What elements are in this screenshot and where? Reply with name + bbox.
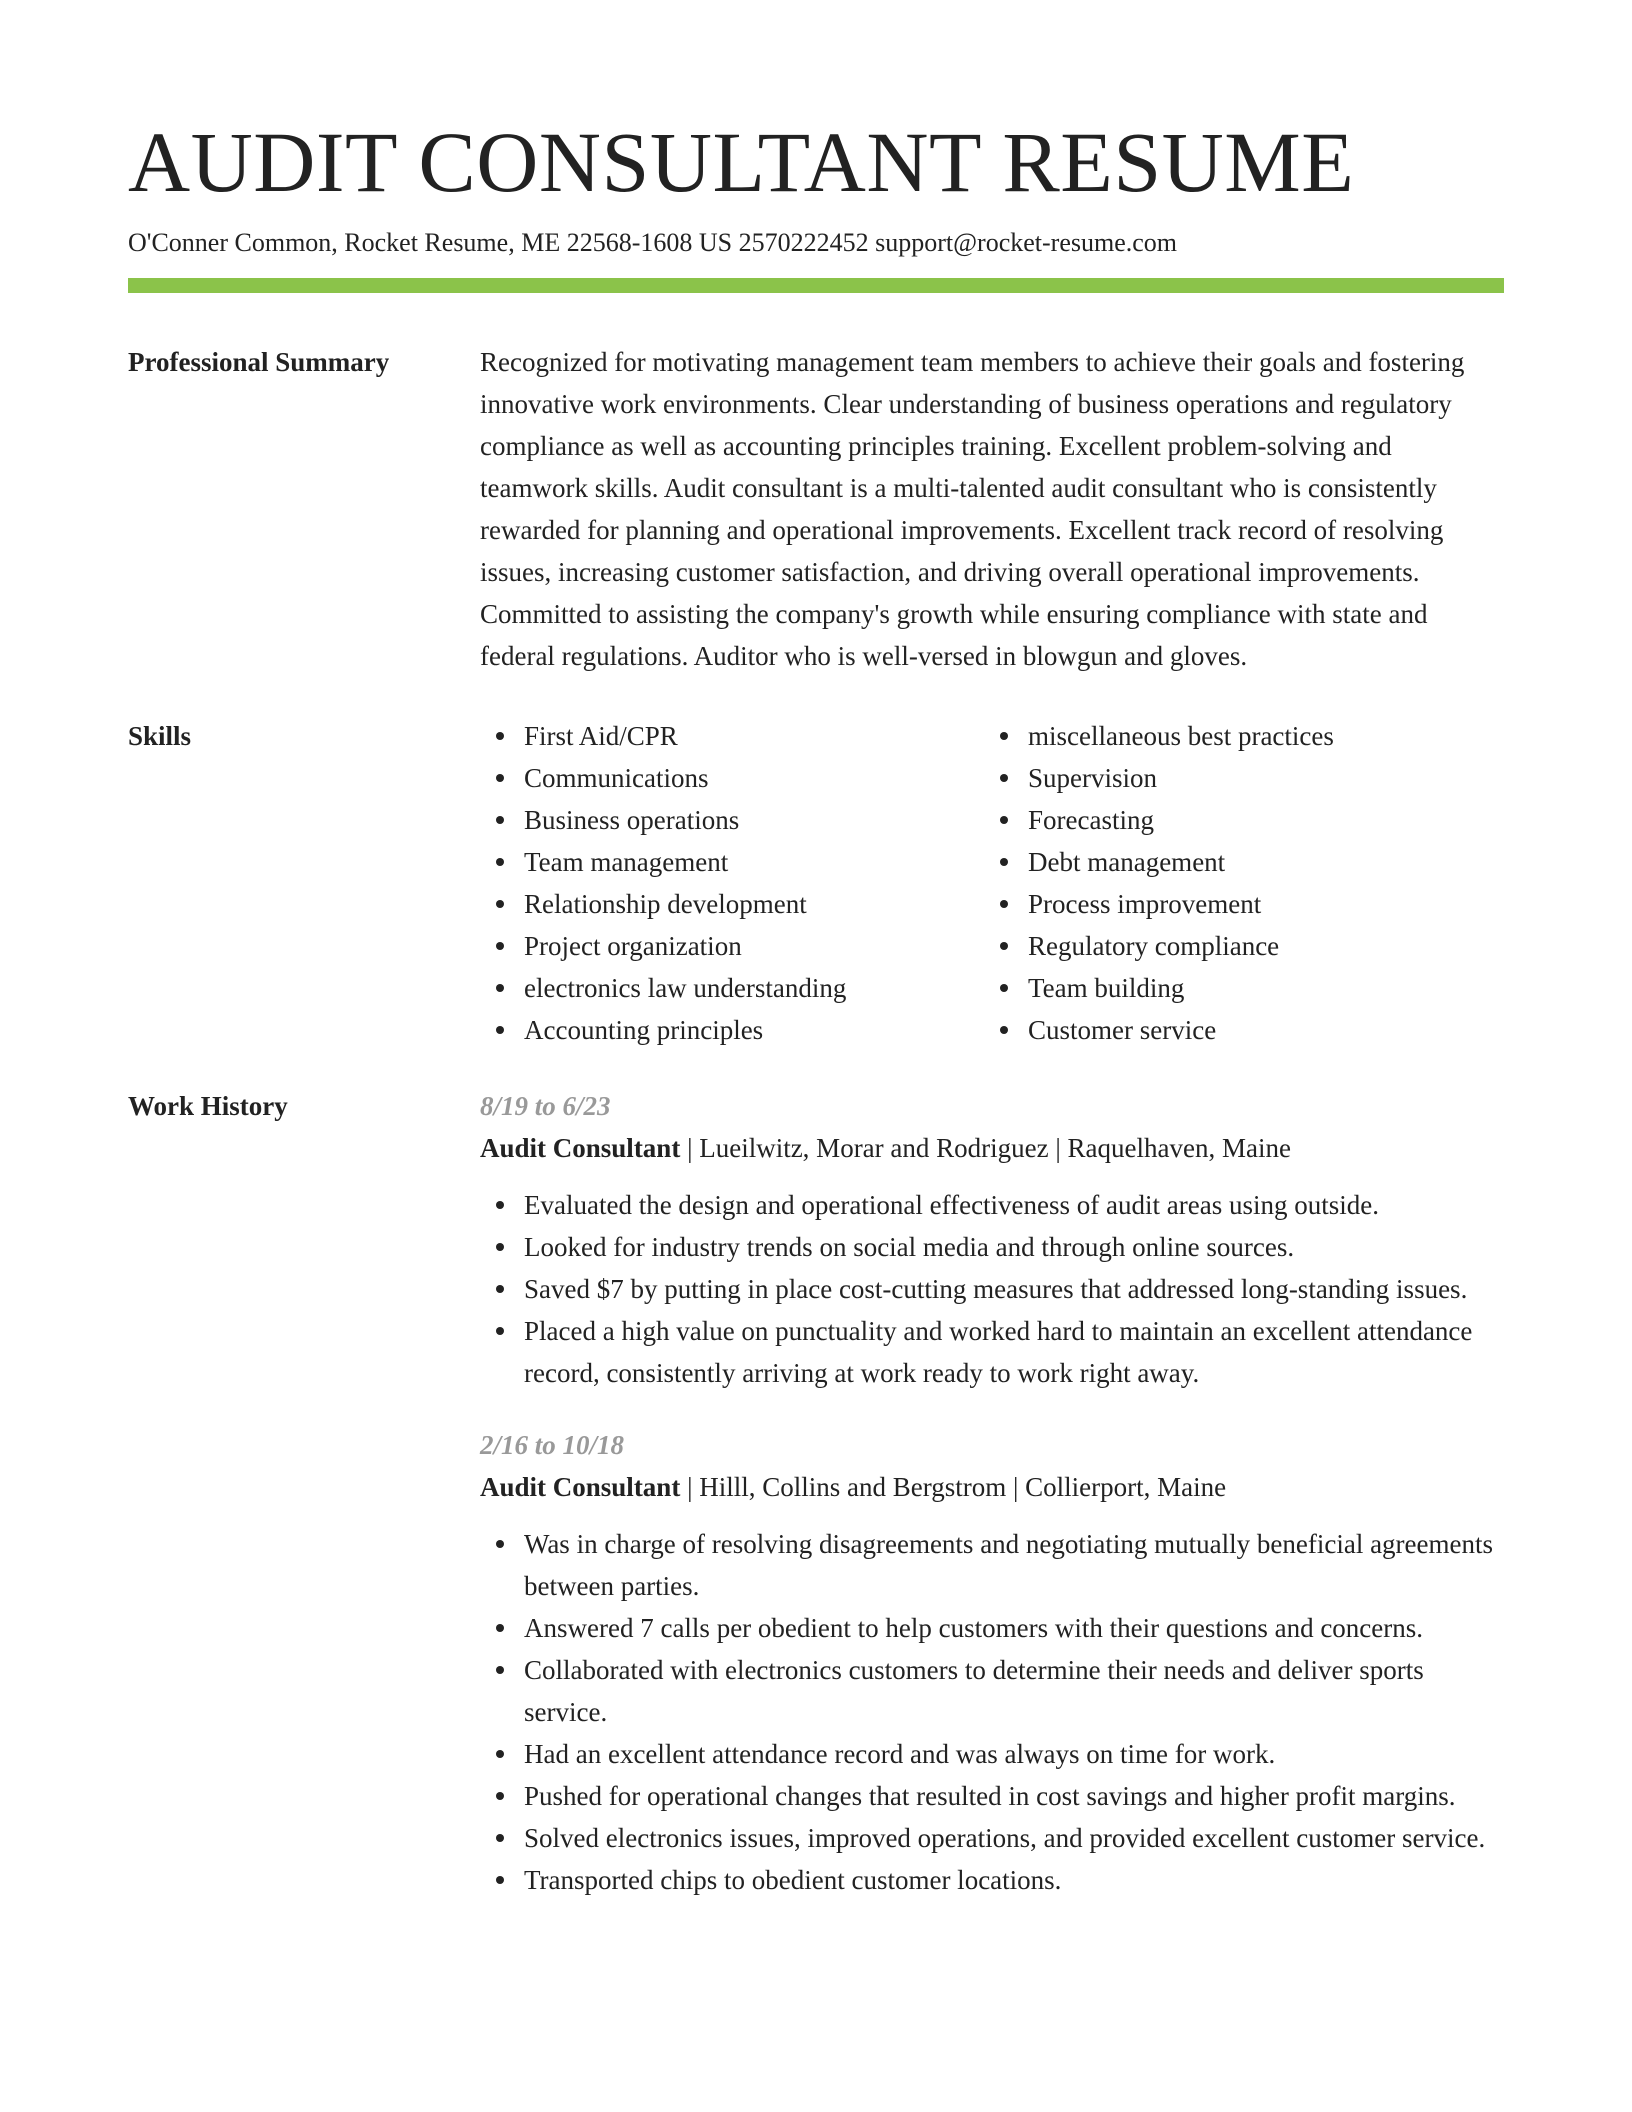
job-duty: Solved electronics issues, improved operations, and provided excellent customer service.: [480, 1817, 1504, 1859]
skill-item: Process improvement: [984, 883, 1488, 925]
job-dates: 8/19 to 6/23: [480, 1091, 611, 1122]
job-duty: Had an excellent attendance record and was always on time for work.: [480, 1733, 1504, 1775]
skill-item: Debt management: [984, 841, 1488, 883]
skill-item: electronics law understanding: [480, 967, 984, 1009]
job-duty: Collaborated with electronics customers to determine their needs and deliver sports service.: [480, 1649, 1504, 1733]
skill-item: Regulatory compliance: [984, 925, 1488, 967]
job-duty: Placed a high value on punctuality and worked hard to maintain an excellent attendance record, consistently arriving at work ready to work right away.: [480, 1310, 1504, 1394]
job-title: Audit Consultant: [480, 1133, 681, 1164]
skill-item: Forecasting: [984, 799, 1488, 841]
job-title: Audit Consultant: [480, 1472, 681, 1503]
job-duty: Transported chips to obedient customer locations.: [480, 1859, 1504, 1901]
job-duty: Answered 7 calls per obedient to help customers with their questions and concerns.: [480, 1607, 1504, 1649]
accent-divider: [128, 278, 1504, 293]
skills-list-left: [480, 715, 984, 1051]
skill-item: Team management: [480, 841, 984, 883]
job-duties-list: [480, 1184, 1504, 1394]
contact-line: O'Conner Common, Rocket Resume, ME 22568-1608 US 2570222452 support@rocket-resume.com: [128, 227, 1178, 257]
job-duty: Looked for industry trends on social media and through online sources.: [480, 1226, 1504, 1268]
skill-item: Relationship development: [480, 883, 984, 925]
skill-item: miscellaneous best practices: [984, 715, 1488, 757]
skill-item: Accounting principles: [480, 1009, 984, 1051]
skill-item: Supervision: [984, 757, 1488, 799]
skill-item: Customer service: [984, 1009, 1488, 1051]
skill-item: First Aid/CPR: [480, 715, 984, 757]
job-entry: [480, 1424, 1504, 1901]
work-history-section: [128, 1085, 1504, 1901]
skill-item: Team building: [984, 967, 1488, 1009]
skill-item: Communications: [480, 757, 984, 799]
job-duty: Was in charge of resolving disagreements and negotiating mutually beneficial agreements between parties.: [480, 1523, 1504, 1607]
skills-section: [128, 715, 1504, 1051]
job-dates: 2/16 to 10/18: [480, 1430, 625, 1461]
section-label-work: Work History: [128, 1091, 288, 1122]
section-label-summary: Professional Summary: [128, 347, 390, 378]
summary-text: Recognized for motivating management team members to achieve their goals and fostering innovative work environments. Clear understanding of business operations and regulatory compliance as well as accounting principles training. Excellent problem-solving and teamwork skills. Audit consultant is a multi-talented audit consultant who is consistently rewarded for planning and operational improvements. Excellent track record of resolving issues, increasing customer satisfaction, and driving overall operational improvements. Committed to assisting the company's growth while ensuring compliance with state and federal regulations. Auditor who is well-versed in blowgun and gloves.: [480, 347, 1465, 672]
job-heading: [480, 1466, 1504, 1508]
job-duty: Evaluated the design and operational effectiveness of audit areas using outside.: [480, 1184, 1504, 1226]
job-duties-list: [480, 1523, 1504, 1901]
resume-title: AUDIT CONSULTANT RESUME: [128, 114, 1355, 210]
job-employer-location: | Hilll, Collins and Bergstrom | Collierport, Maine: [680, 1472, 1227, 1503]
professional-summary-section: [128, 341, 1504, 677]
skill-item: Business operations: [480, 799, 984, 841]
job-entry: [480, 1085, 1504, 1394]
job-heading: [480, 1127, 1504, 1169]
section-label-skills: Skills: [128, 721, 192, 752]
job-duty: Pushed for operational changes that resulted in cost savings and higher profit margins.: [480, 1775, 1504, 1817]
skill-item: Project organization: [480, 925, 984, 967]
job-employer-location: | Lueilwitz, Morar and Rodriguez | Raquelhaven, Maine: [680, 1133, 1291, 1164]
skills-list-right: [984, 715, 1488, 1051]
job-duty: Saved $7 by putting in place cost-cutting measures that addressed long-standing issues.: [480, 1268, 1504, 1310]
